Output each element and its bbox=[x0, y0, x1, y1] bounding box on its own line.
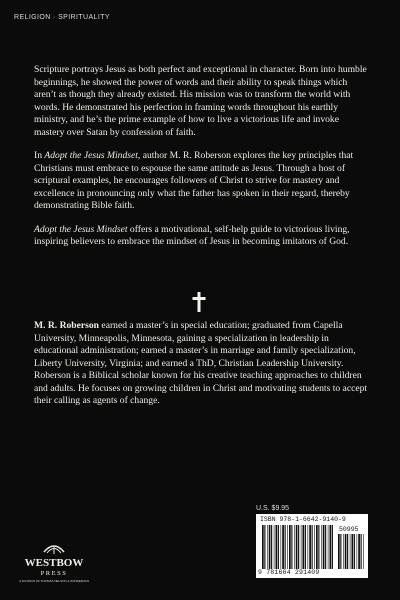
publisher-name: WESTBOW bbox=[24, 557, 84, 569]
book-title-italic: Adopt the Jesus Mindset bbox=[34, 223, 128, 235]
book-title-italic: Adopt the Jesus Mindset, bbox=[44, 150, 141, 161]
blurb-paragraph-1: Scripture portrays Jesus as both perfect and exceptional in character. Born into humble beginnings, he showed the power of words and their ability to speak things which aren’t as though they already existed. His mission was to transform the world with words. He demonstrated his perfection in framing words throughout his earthly ministry, and he’s the prime example of how to live a victorious life and invoke mastery over Satan by confession of faith. bbox=[34, 64, 367, 138]
author-name: M. R. Roberson bbox=[34, 320, 100, 331]
blurb-p2-body: author M. R. Roberson explores the key principles that Christians must embrace to espouse the same attitude as Jesus. Through a host of scriptural examples, he encourages followers of Christ to strive for mastery and excellence in pronouncing only what the father has spoken in their regard, thereby demonstrating Bible faith. bbox=[34, 150, 354, 211]
cross-icon bbox=[191, 291, 207, 313]
ean-barcode-bars bbox=[262, 525, 333, 569]
ean-digits: 9 781664 291409 bbox=[258, 569, 320, 576]
barcode-block bbox=[256, 514, 368, 578]
author-bio-text: earned a master’s in special education; graduated from Capella University, Minneapolis, Minnesota, gaining a specialization in leadership in educational administration; earned a master’s in marriage and family specialization, Liberty University, Virginia; and earned a ThD, Christian Leadership University. Roberson is a Biblical scholar known for his creative teaching approaches to children and adults. He focuses on growing children in Christ and motivating students to accept their calling as agents of change. bbox=[34, 320, 368, 406]
category-label: RELIGION · SPIRITUALITY bbox=[14, 14, 110, 21]
price-addon-digits: 50995 bbox=[339, 526, 359, 533]
author-bio bbox=[34, 320, 368, 408]
blurb-paragraph-2 bbox=[34, 150, 368, 213]
blurb-p2-lead: In bbox=[34, 150, 45, 161]
publisher-tagline: A DIVISION OF THOMAS NELSON & ZONDERVAN bbox=[19, 579, 89, 583]
blurb-paragraph-3 bbox=[34, 224, 368, 249]
addon-barcode-bars bbox=[338, 534, 364, 569]
price-label: U.S. $9.95 bbox=[256, 505, 290, 512]
blurb-p3-body: offers a motivational, self-help guide to victorious living, inspiring believers to embrace the mindset of Jesus in becoming imitators of God. bbox=[34, 223, 350, 247]
publisher-press: PRESS bbox=[40, 570, 68, 577]
isbn-text: ISBN 978-1-6642-9140-9 bbox=[260, 516, 346, 523]
back-cover-blurb bbox=[34, 64, 368, 260]
westbow-press-logo bbox=[14, 538, 94, 588]
